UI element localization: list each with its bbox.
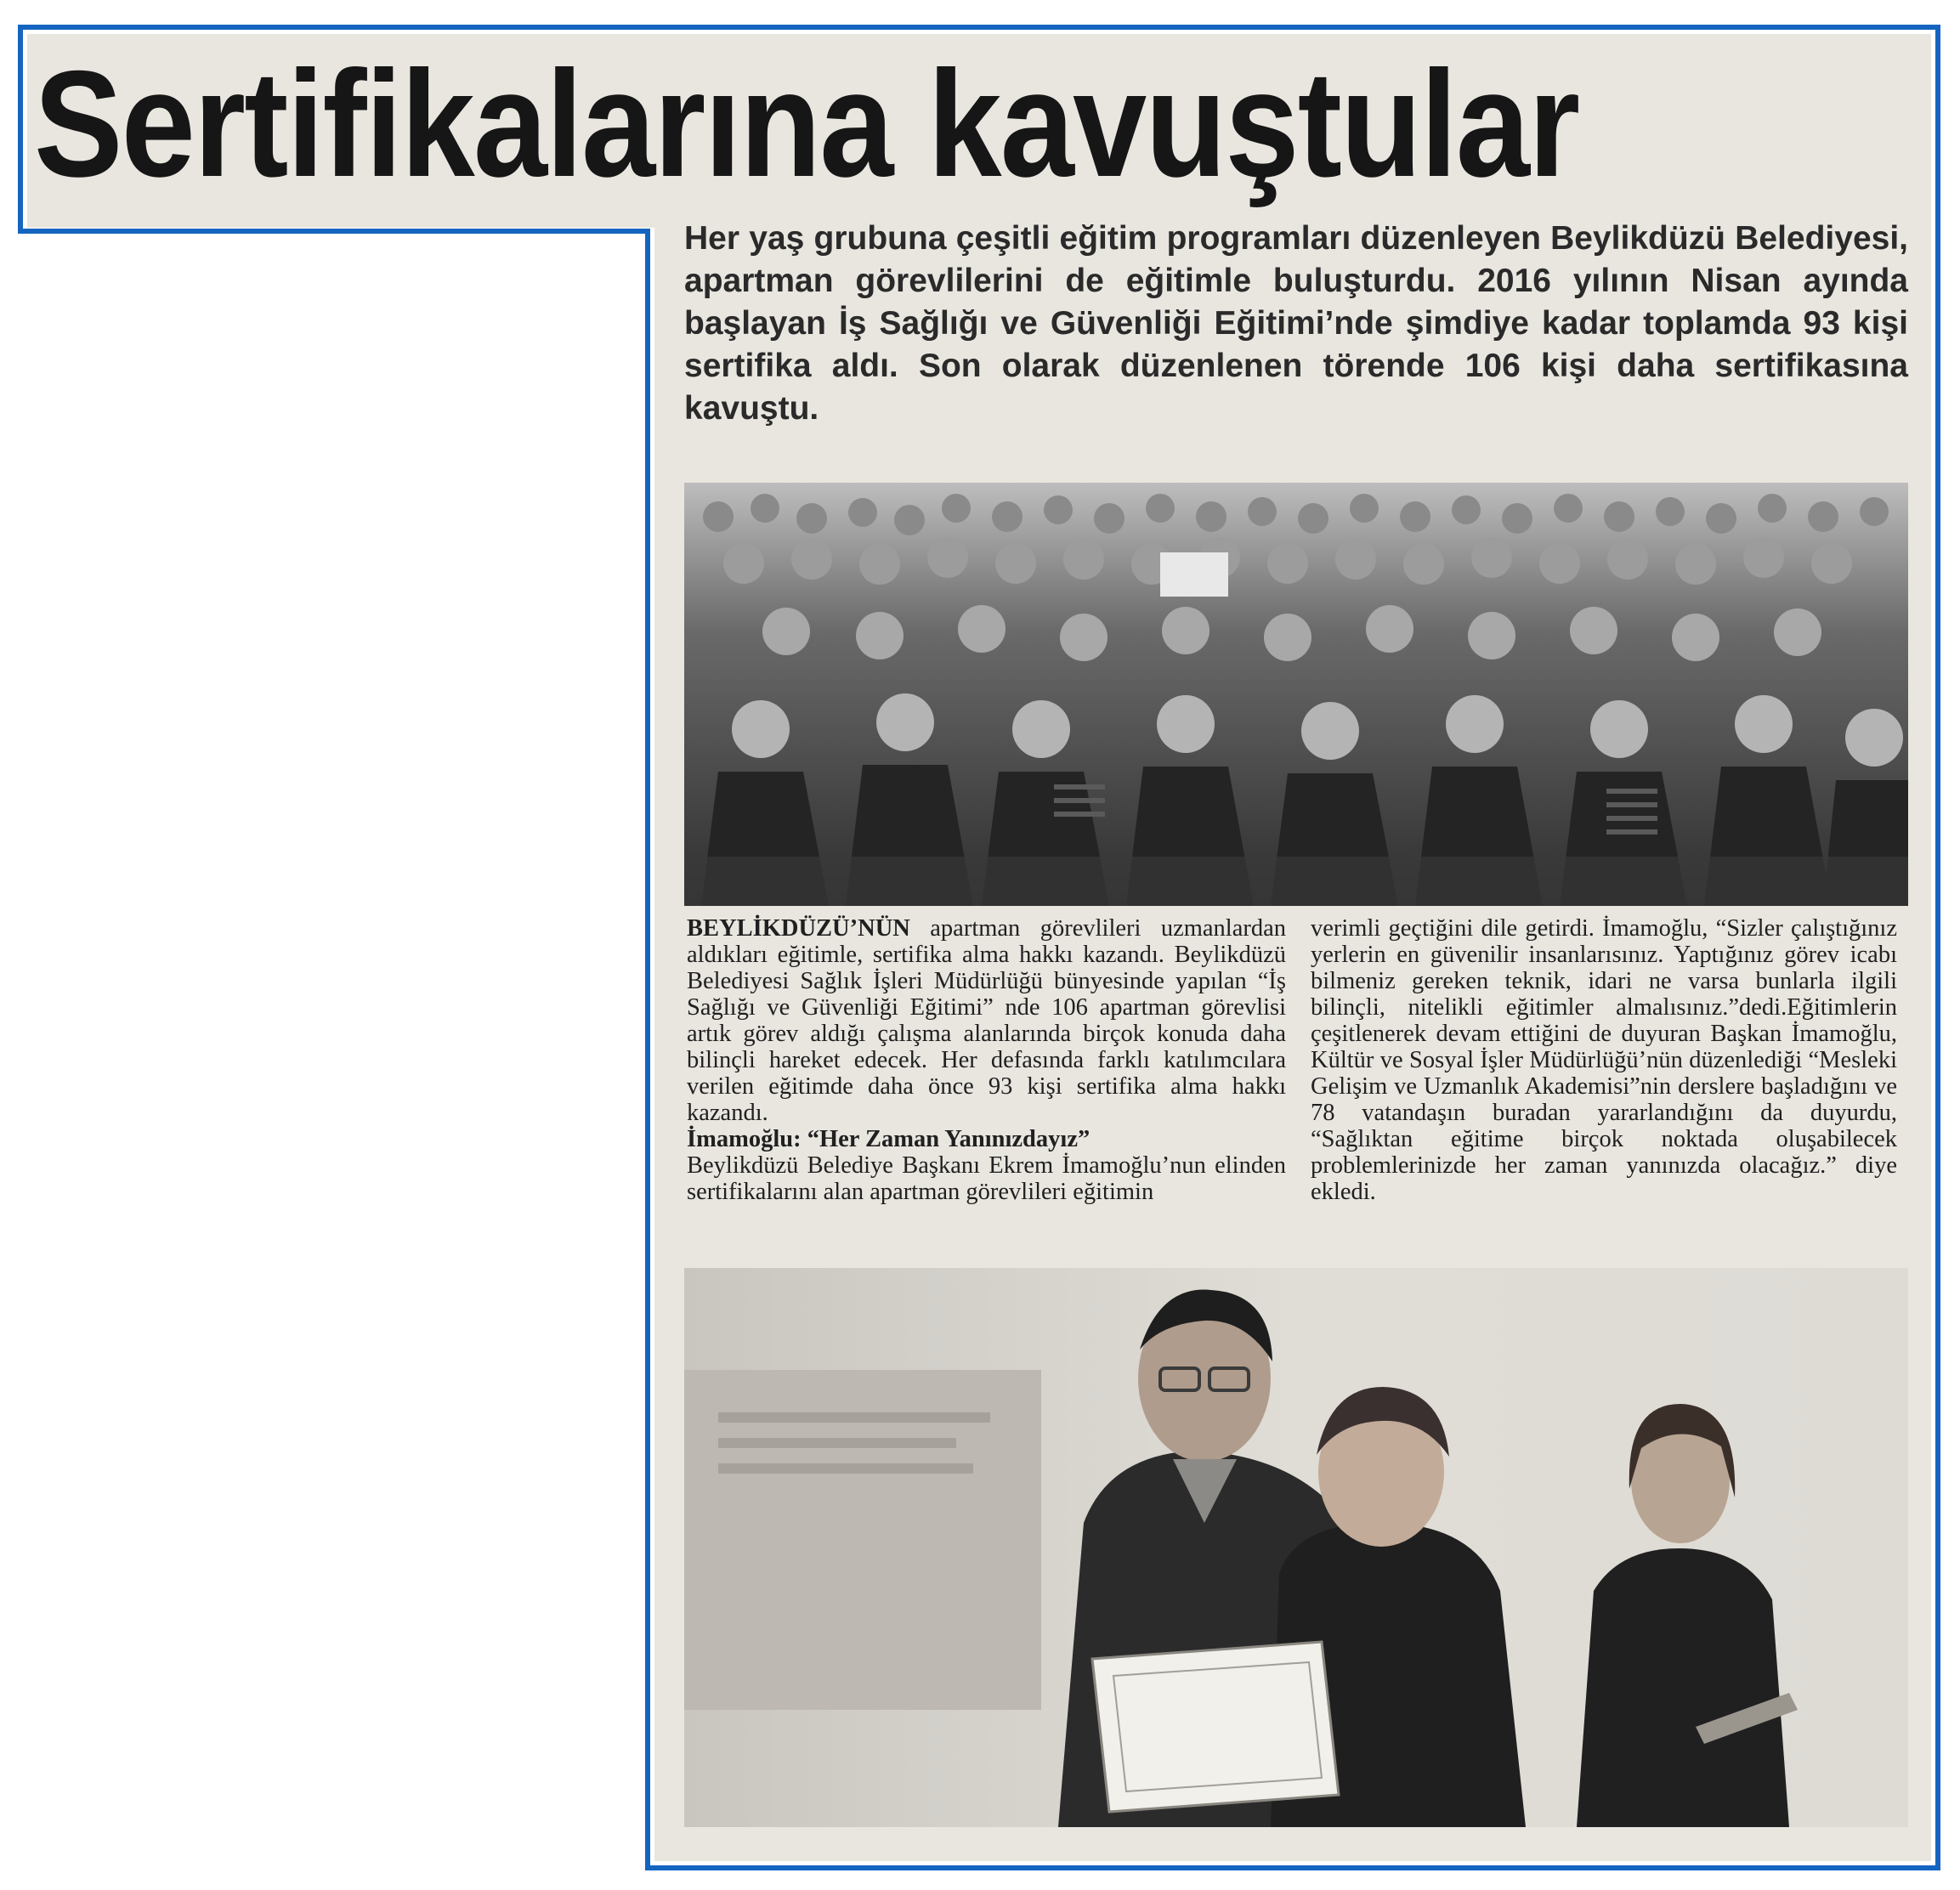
article-lead-in: BEYLİKDÜZÜ’NÜN bbox=[687, 915, 910, 942]
article-paragraph bbox=[687, 915, 1286, 1126]
article-paragraph: Beylikdüzü Belediye Başkanı Ekrem İmamoğlu’nun elinden sertifikalarını alan apartman görevlileri eğitimin bbox=[687, 1152, 1286, 1205]
article-subhead: İmamoğlu: “Her Zaman Yanınızdayız” bbox=[687, 1126, 1090, 1152]
article-paragraph-text: apartman görevlileri uzmanlardan aldıkları eğitimle, sertifika alma hakkı kazandı. Beylikdüzü Belediyesi Sağlık İşleri Müdürlüğü bünyesinde yapılan “İş Sağlığı ve Güvenliği Eğitimi” nde 106 apartman görevlisi artık görev aldığı çalışma alanlarında birçok konuda daha bilinçli hareket edecek. Her defasında farklı katılımcılara verilen eğitimde daha önce 93 kişi sertifika alma hakkı kazandı. bbox=[687, 915, 1286, 1126]
article-lead: Her yaş grubuna çeşitli eğitim programları düzenleyen Beylikdüzü Belediyesi, apartman görevlilerini de eğitimle buluşturdu. 2016 yılının Nisan ayında başlayan İş Sağlığı ve Güvenliği Eğitimi’nde şimdiye kadar toplamda 93 kişi sertifika aldı. Son olarak düzenlenen törende 106 kişi daha sertifikasına kavuştu. bbox=[684, 220, 1908, 427]
article-column-left bbox=[687, 915, 1286, 1205]
article-column-right bbox=[1311, 915, 1897, 1205]
article-paragraph: verimli geçtiğini dile getirdi. İmamoğlu, “Sizler çalıştığınız yerlerin en güvenilir insanlarısınız. Yaptığınız görev icabı bilmeniz gereken teknik, idari ne varsa bunlarla ilgili bilinçli, nitelikli eğitimler almalısınız.”dedi.Eğitimlerin çeşitlenerek devam ettiğini de duyuran Başkan İmamoğlu, Kültür ve Sosyal İşler Müdürlüğü’nün düzenlediği “Mesleki Gelişim ve Uzmanlık Akademisi”nin derslere başladığını ve 78 vatandaşın buradan yararlandığını da duyurdu, “Sağlıktan eğitime birçok noktada oluşabilecek problemlerinizde her zaman yanınızda olacağız.” diye ekledi. bbox=[1311, 915, 1897, 1205]
group-photo bbox=[684, 483, 1908, 906]
mayor-certificate-photo bbox=[684, 1268, 1908, 1827]
article-headline: Sertifikalarına kavuştular bbox=[34, 39, 1579, 208]
